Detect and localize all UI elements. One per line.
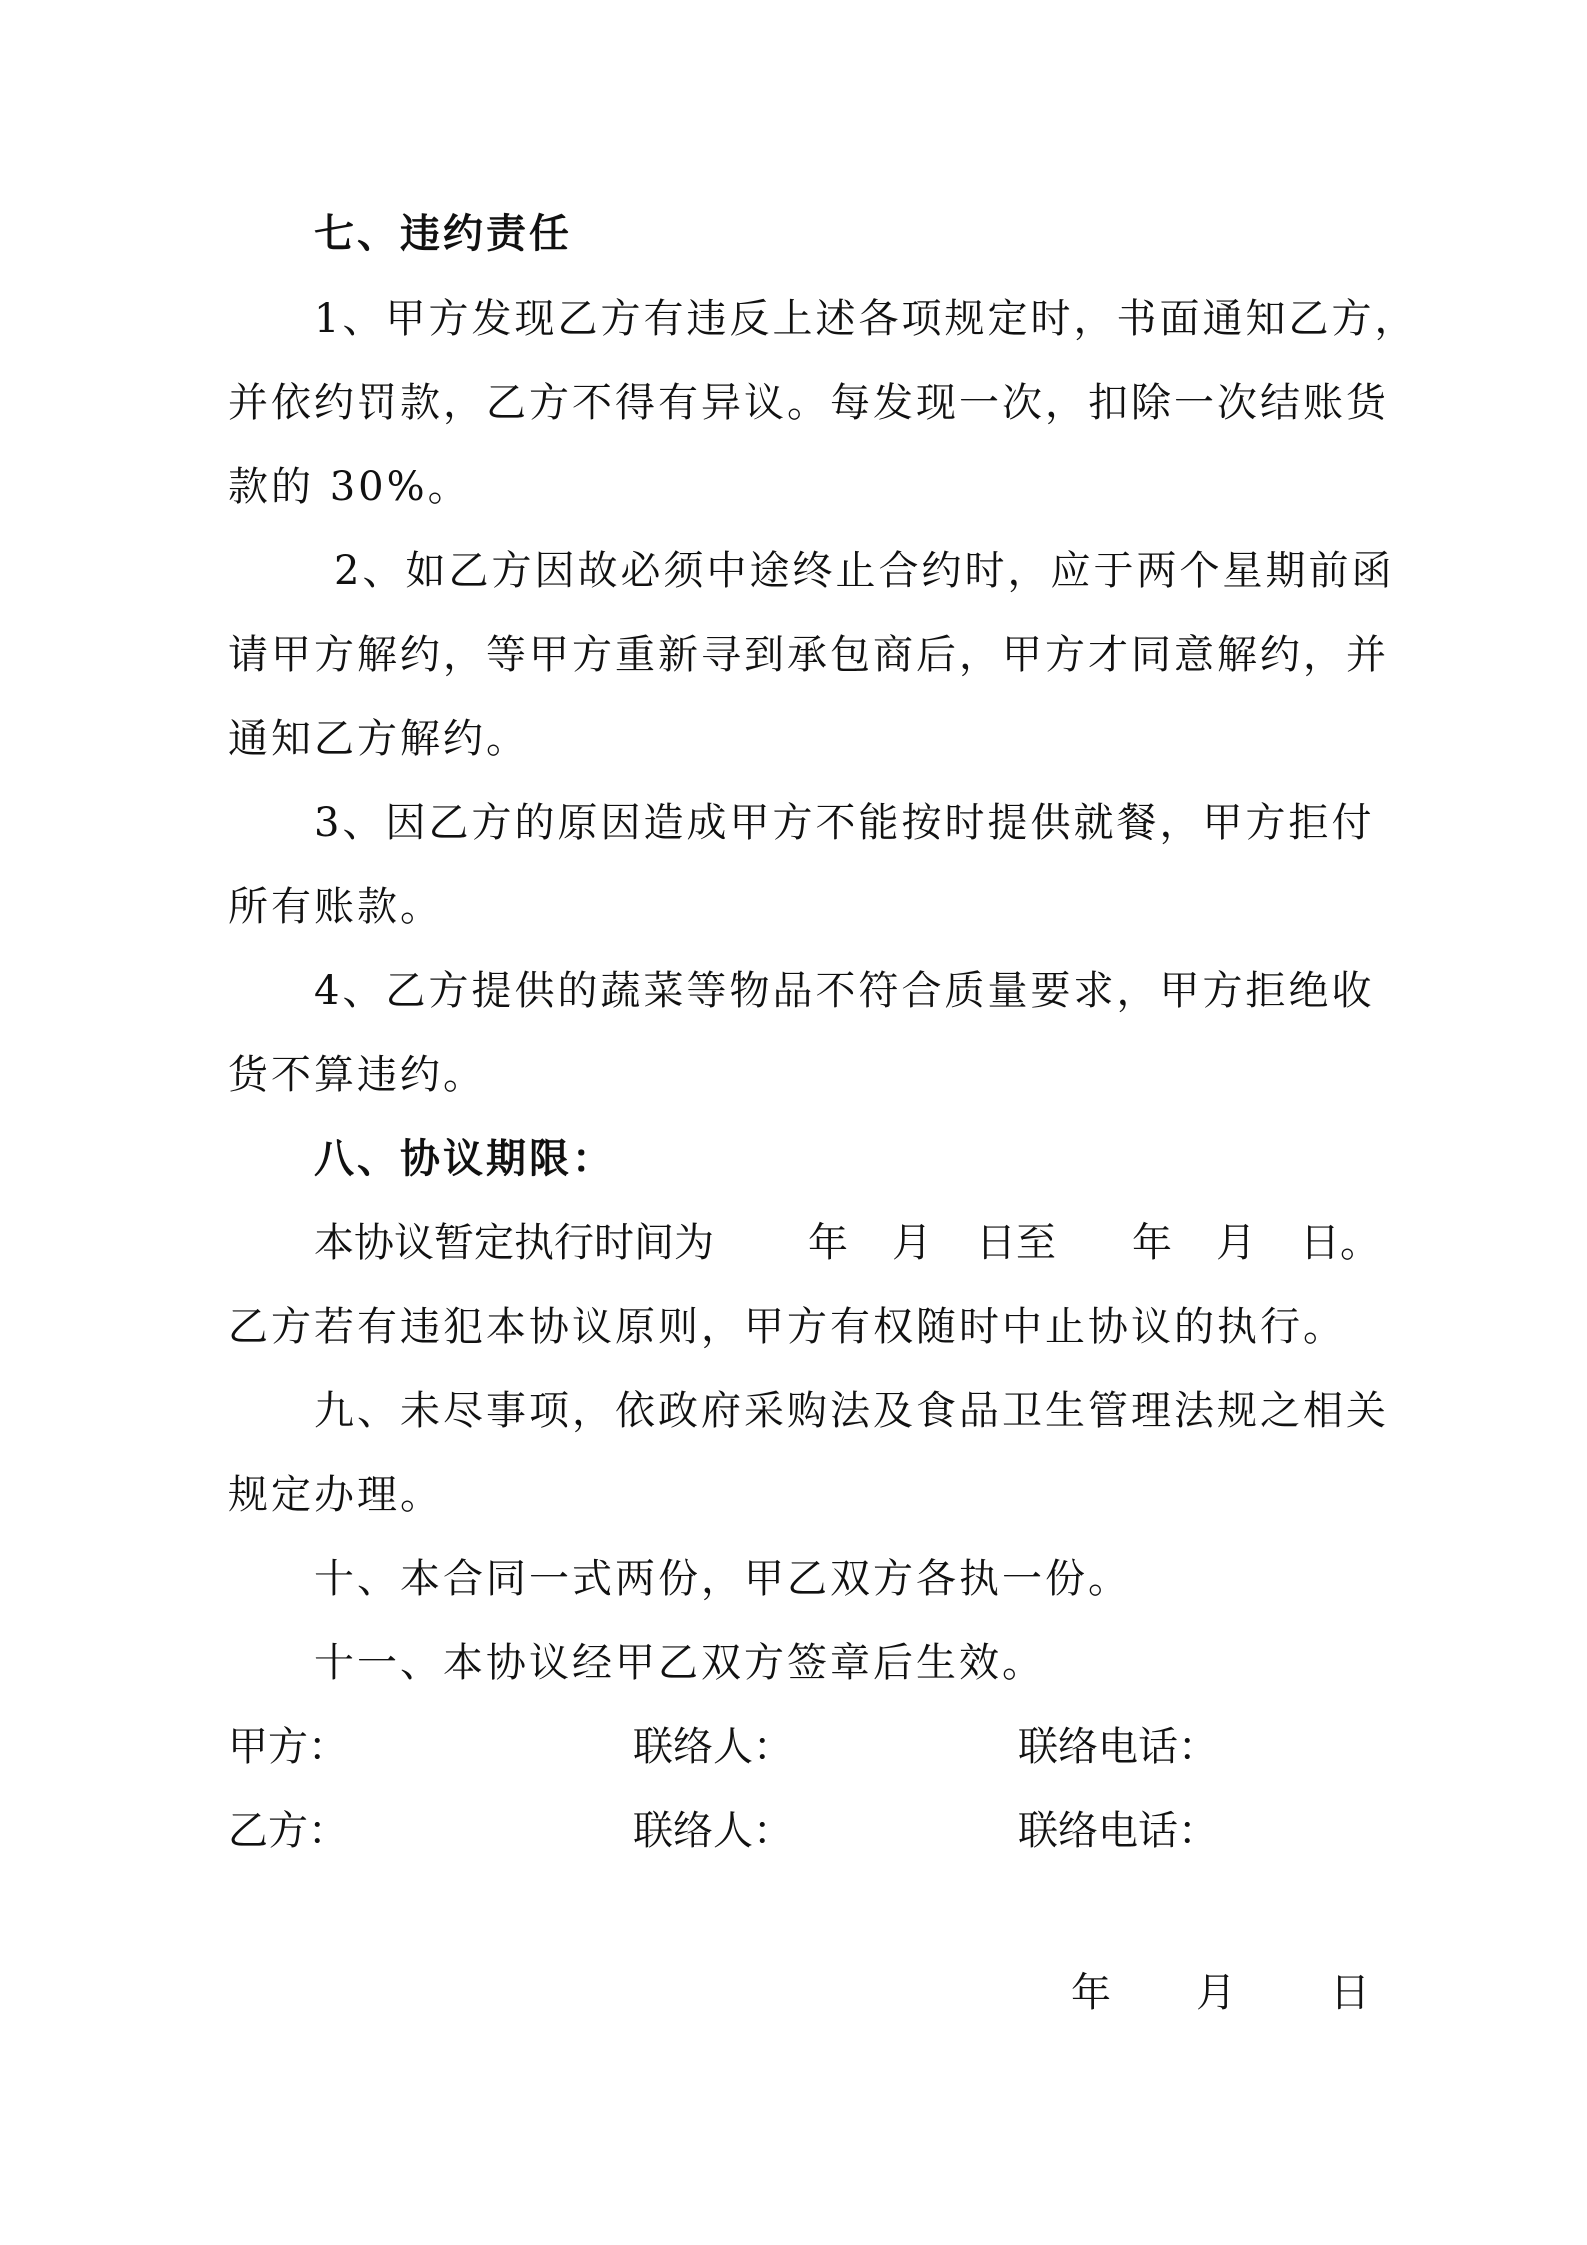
section-8-heading: 八、协议期限： [314,1135,615,1182]
clause-2-line-2: 请甲方解约，等甲方重新寻到承包商后，甲方才同意解约，并 [228,632,1389,678]
party-b-label: 乙方： [228,1808,348,1854]
section-9-line-1: 九、未尽事项，依政府采购法及食品卫生管理法规之相关 [314,1388,1389,1434]
party-b-row [228,1805,1388,1857]
section-11: 十一、本协议经甲乙双方签章后生效。 [314,1640,1045,1686]
signature-month: 月 [1196,1970,1236,2016]
party-a-label: 甲方： [228,1724,348,1770]
clause-3-line-1: 3、因乙方的原因造成甲方不能按时提供就餐，甲方拒付 [314,800,1375,846]
clause-4-line-1: 4、乙方提供的蔬菜等物品不符合质量要求，甲方拒绝收 [314,968,1375,1014]
section-7-heading: 七、违约责任 [314,210,572,257]
clause-2-line-3: 通知乙方解约。 [228,716,529,762]
section-8-line-2: 乙方若有违犯本协议原则，甲方有权随时中止协议的执行。 [228,1304,1346,1350]
period-start-year: 年 [808,1220,848,1266]
party-a-contact-label: 联络人： [633,1724,793,1770]
clause-3-line-2: 所有账款。 [228,884,443,930]
period-start-day: 日至 [976,1220,1056,1266]
clause-1-line-2: 并依约罚款，乙方不得有异议。每发现一次，扣除一次结账货 [228,380,1389,426]
signature-year: 年 [1071,1970,1111,2016]
period-end-month: 月 [1216,1220,1256,1266]
period-prefix: 本协议暂定执行时间为 [314,1220,714,1266]
party-b-phone-label: 联络电话： [1018,1808,1218,1854]
agreement-period-line [314,1217,1380,1269]
party-b-contact-label: 联络人： [633,1808,793,1854]
period-start-month: 月 [892,1220,932,1266]
section-10: 十、本合同一式两份，甲乙双方各执一份。 [314,1556,1131,1602]
clause-1-line-3: 款的 30%。 [228,464,471,510]
period-end-day: 日。 [1300,1220,1380,1266]
section-9-line-2: 规定办理。 [228,1472,443,1518]
period-end-year: 年 [1132,1220,1172,1266]
clause-2-line-1: 2、如乙方因故必须中途终止合约时，应于两个星期前函 [334,548,1395,594]
party-a-phone-label: 联络电话： [1018,1724,1218,1770]
clause-4-line-2: 货不算违约。 [228,1052,486,1098]
party-a-row [228,1721,1388,1773]
clause-1-line-1: 1、甲方发现乙方有违反上述各项规定时，书面通知乙方， [314,296,1418,342]
signature-day: 日 [1330,1970,1370,2016]
